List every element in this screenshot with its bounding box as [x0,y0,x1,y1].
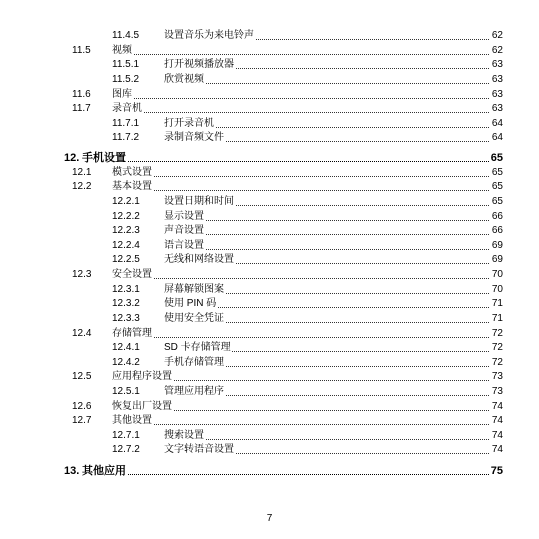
dot-leader [112,337,489,338]
toc-entry[interactable] [0,239,503,253]
toc-entry-title: 欣赏视频 [164,74,204,85]
toc-entry-number: 11.6 [72,89,91,100]
toc-entry-number: 12.2.4 [112,240,140,251]
toc-entry-number: 12.1 [72,167,92,178]
toc-entry-number: 12. [64,152,80,164]
toc-entry-page: 62 [491,30,503,41]
dot-leader [164,234,489,235]
toc-entry-number: 12.5 [72,371,92,382]
toc-entry-title: 图库 [112,89,132,100]
toc-entry-page: 66 [491,211,503,222]
toc-entry[interactable] [0,117,503,131]
dot-leader [164,220,489,221]
toc-entry[interactable] [0,180,503,194]
toc-entry[interactable] [0,131,503,145]
toc-entry-number: 11.5 [72,45,91,56]
toc-entry-page: 63 [491,59,503,70]
toc-entry-title: 其他设置 [112,415,152,426]
toc-entry[interactable] [0,327,503,341]
toc-entry-page: 74 [491,444,503,455]
toc-entry-number: 12.4 [72,328,92,339]
toc-entry[interactable] [0,210,503,224]
toc-entry-number: 11.7.2 [112,132,140,143]
toc-entry-title: 应用程序设置 [112,371,172,382]
toc-entry[interactable] [0,400,503,414]
toc-entry[interactable] [0,102,503,116]
toc-entry-page: 71 [491,298,503,309]
toc-entry-page: 72 [491,357,503,368]
toc-entry-number: 12.3.2 [112,298,140,309]
dot-leader [112,278,489,279]
toc-entry[interactable] [0,385,503,399]
toc-entry-page: 65 [491,181,503,192]
dot-leader [112,98,489,99]
toc-entry[interactable] [0,443,503,457]
toc-entry-title: 屏幕解锁图案 [164,284,224,295]
dot-leader [164,439,489,440]
toc-entry-page: 62 [491,45,503,56]
toc-entry-page: 74 [491,415,503,426]
toc-entry-page: 70 [491,269,503,280]
toc-entry-page: 71 [491,313,503,324]
toc-entry-title: SD 卡存储管理 [164,342,231,353]
toc-entry-page: 63 [491,74,503,85]
toc-entry[interactable] [0,312,503,326]
toc-entry-page: 70 [491,284,503,295]
dot-leader [112,424,489,425]
dot-leader [112,190,489,191]
toc-entry-page: 66 [491,225,503,236]
toc-entry-number: 12.3 [72,269,92,280]
toc-entry-number: 12.5.1 [112,386,140,397]
toc-entry-number: 11.5.1 [112,59,140,70]
toc-entry-page: 65 [491,167,503,178]
toc-entry-page: 65 [490,152,503,164]
toc-entry-page: 75 [490,465,503,477]
toc-entry-page: 74 [491,430,503,441]
toc-entry-title: 打开录音机 [164,118,214,129]
toc-entry-page: 72 [491,328,503,339]
toc-entry-title: 搜索设置 [164,430,204,441]
toc-entry-page: 73 [491,371,503,382]
toc-entry-number: 12.7.1 [112,430,140,441]
toc-entry-page: 69 [491,240,503,251]
toc-entry-number: 12.3.1 [112,284,140,295]
dot-leader [112,176,489,177]
toc-entry-number: 12.7.2 [112,444,140,455]
page-number-footer: 7 [266,513,273,524]
toc-entry[interactable] [0,195,503,209]
dot-leader [112,112,489,113]
toc-entry-title: 视频 [112,45,132,56]
toc-entry-title: 使用 PIN 码 [164,298,217,309]
toc-entry-title: 无线和网络设置 [164,254,234,265]
dot-leader [82,161,489,162]
toc-entry-title: 其他应用 [82,465,126,477]
toc-entry-title: 设置日期和时间 [164,196,234,207]
toc-entry-number: 11.4.5 [112,30,140,41]
toc-entry-title: 手机存储管理 [164,357,224,368]
toc-entry[interactable] [0,224,503,238]
toc-entry-number: 12.2.2 [112,211,140,222]
toc-entry[interactable] [0,370,503,384]
toc-entry[interactable] [0,88,503,102]
toc-entry-title: 基本设置 [112,181,152,192]
toc-entry[interactable] [0,29,503,43]
toc-entry-page: 74 [491,401,503,412]
toc-chapter-entry[interactable] [0,151,503,165]
toc-entry-number: 13. [64,465,80,477]
toc-entry-number: 12.2.3 [112,225,140,236]
toc-entry-title: 存储管理 [112,328,152,339]
dot-leader [164,249,489,250]
toc-entry[interactable] [0,44,503,58]
toc-entry[interactable] [0,297,503,311]
toc-entry-number: 11.7.1 [112,118,140,129]
toc-entry-title: 模式设置 [112,167,152,178]
toc-entry-title: 语言设置 [164,240,204,251]
toc-entry-number: 11.5.2 [112,74,140,85]
toc-entry-title: 管理应用程序 [164,386,224,397]
toc-entry[interactable] [0,283,503,297]
toc-entry[interactable] [0,166,503,180]
toc-entry-title: 设置音乐为来电铃声 [164,30,254,41]
toc-entry-number: 12.2.1 [112,196,140,207]
toc-entry-number: 12.2.5 [112,254,140,265]
toc-entry-number: 11.7 [72,103,91,114]
toc-entry-title: 打开视频播放器 [164,59,234,70]
toc-chapter-entry[interactable] [0,464,503,478]
toc-entry-title: 文字转语音设置 [164,444,234,455]
toc-entry-title: 使用安全凭证 [164,313,224,324]
toc-entry[interactable] [0,58,503,72]
toc-entry-page: 65 [491,196,503,207]
toc-entry[interactable] [0,356,503,370]
toc-entry-title: 录音机 [112,103,142,114]
toc-entry-page: 73 [491,386,503,397]
toc-entry-title: 录制音频文件 [164,132,224,143]
toc-entry-page: 69 [491,254,503,265]
dot-leader [112,54,489,55]
toc-entry-page: 64 [491,118,503,129]
toc-entry[interactable] [0,73,503,87]
toc-entry-page: 63 [491,89,503,100]
toc-entry-number: 12.3.3 [112,313,140,324]
dot-leader [164,83,489,84]
toc-entry-title: 声音设置 [164,225,204,236]
toc-entry[interactable] [0,414,503,428]
toc-entry-page: 72 [491,342,503,353]
toc-entry[interactable] [0,253,503,267]
toc-entry-page: 64 [491,132,503,143]
toc-entry-number: 12.4.1 [112,342,140,353]
toc-entry-title: 显示设置 [164,211,204,222]
toc-entry-title: 恢复出厂设置 [112,401,172,412]
toc-entry-number: 12.7 [72,415,92,426]
toc-entry[interactable] [0,341,503,355]
toc-entry[interactable] [0,429,503,443]
toc-entry-number: 12.6 [72,401,92,412]
toc-entry[interactable] [0,268,503,282]
toc-entry-title: 手机设置 [82,152,126,164]
toc-entry-page: 63 [491,103,503,114]
toc-entry-title: 安全设置 [112,269,152,280]
dot-leader [82,474,489,475]
toc-entry-number: 12.2 [72,181,92,192]
toc-entry-number: 12.4.2 [112,357,140,368]
